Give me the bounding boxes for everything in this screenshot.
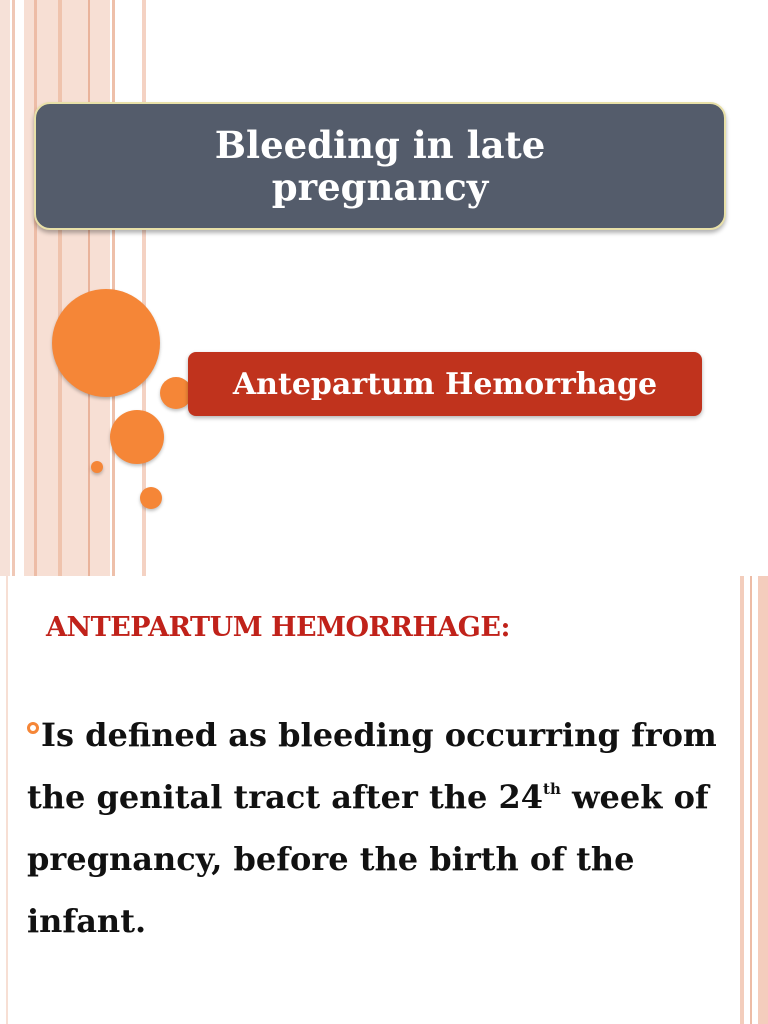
bullet-circle-icon [27,722,39,734]
section-heading: ANTEPARTUM HEMORRHAGE: [46,612,510,643]
title-box [34,102,726,230]
decorative-stripe [34,0,37,576]
bullet-text-after: week of pregnancy, before the birth of the infant. [27,778,709,940]
decorative-stripe [12,0,15,576]
decorative-stripe [88,0,90,576]
decorative-circle-tiny [91,461,103,473]
subtitle-box [188,352,702,416]
decorative-stripe [750,576,752,1024]
decorative-stripe [758,576,768,1024]
slide-title: Bleeding in late pregnancy [214,123,546,209]
bullet-text-before: Is defined as bleeding occurring from the genital tract after the 24 [27,716,717,816]
decorative-circle-medium [110,410,164,464]
decorative-stripe [112,0,115,576]
decorative-stripe [740,576,744,1024]
bullet-paragraph [27,704,727,952]
decorative-circle-small [140,487,162,509]
decorative-stripe [6,576,8,1024]
slide-subtitle: Antepartum Hemorrhage [232,366,658,402]
ordinal-superscript: th [543,780,561,798]
decorative-stripe [58,0,62,576]
content-slide [0,576,768,1024]
decorative-circle-large [52,289,160,397]
decorative-stripe [0,0,10,576]
